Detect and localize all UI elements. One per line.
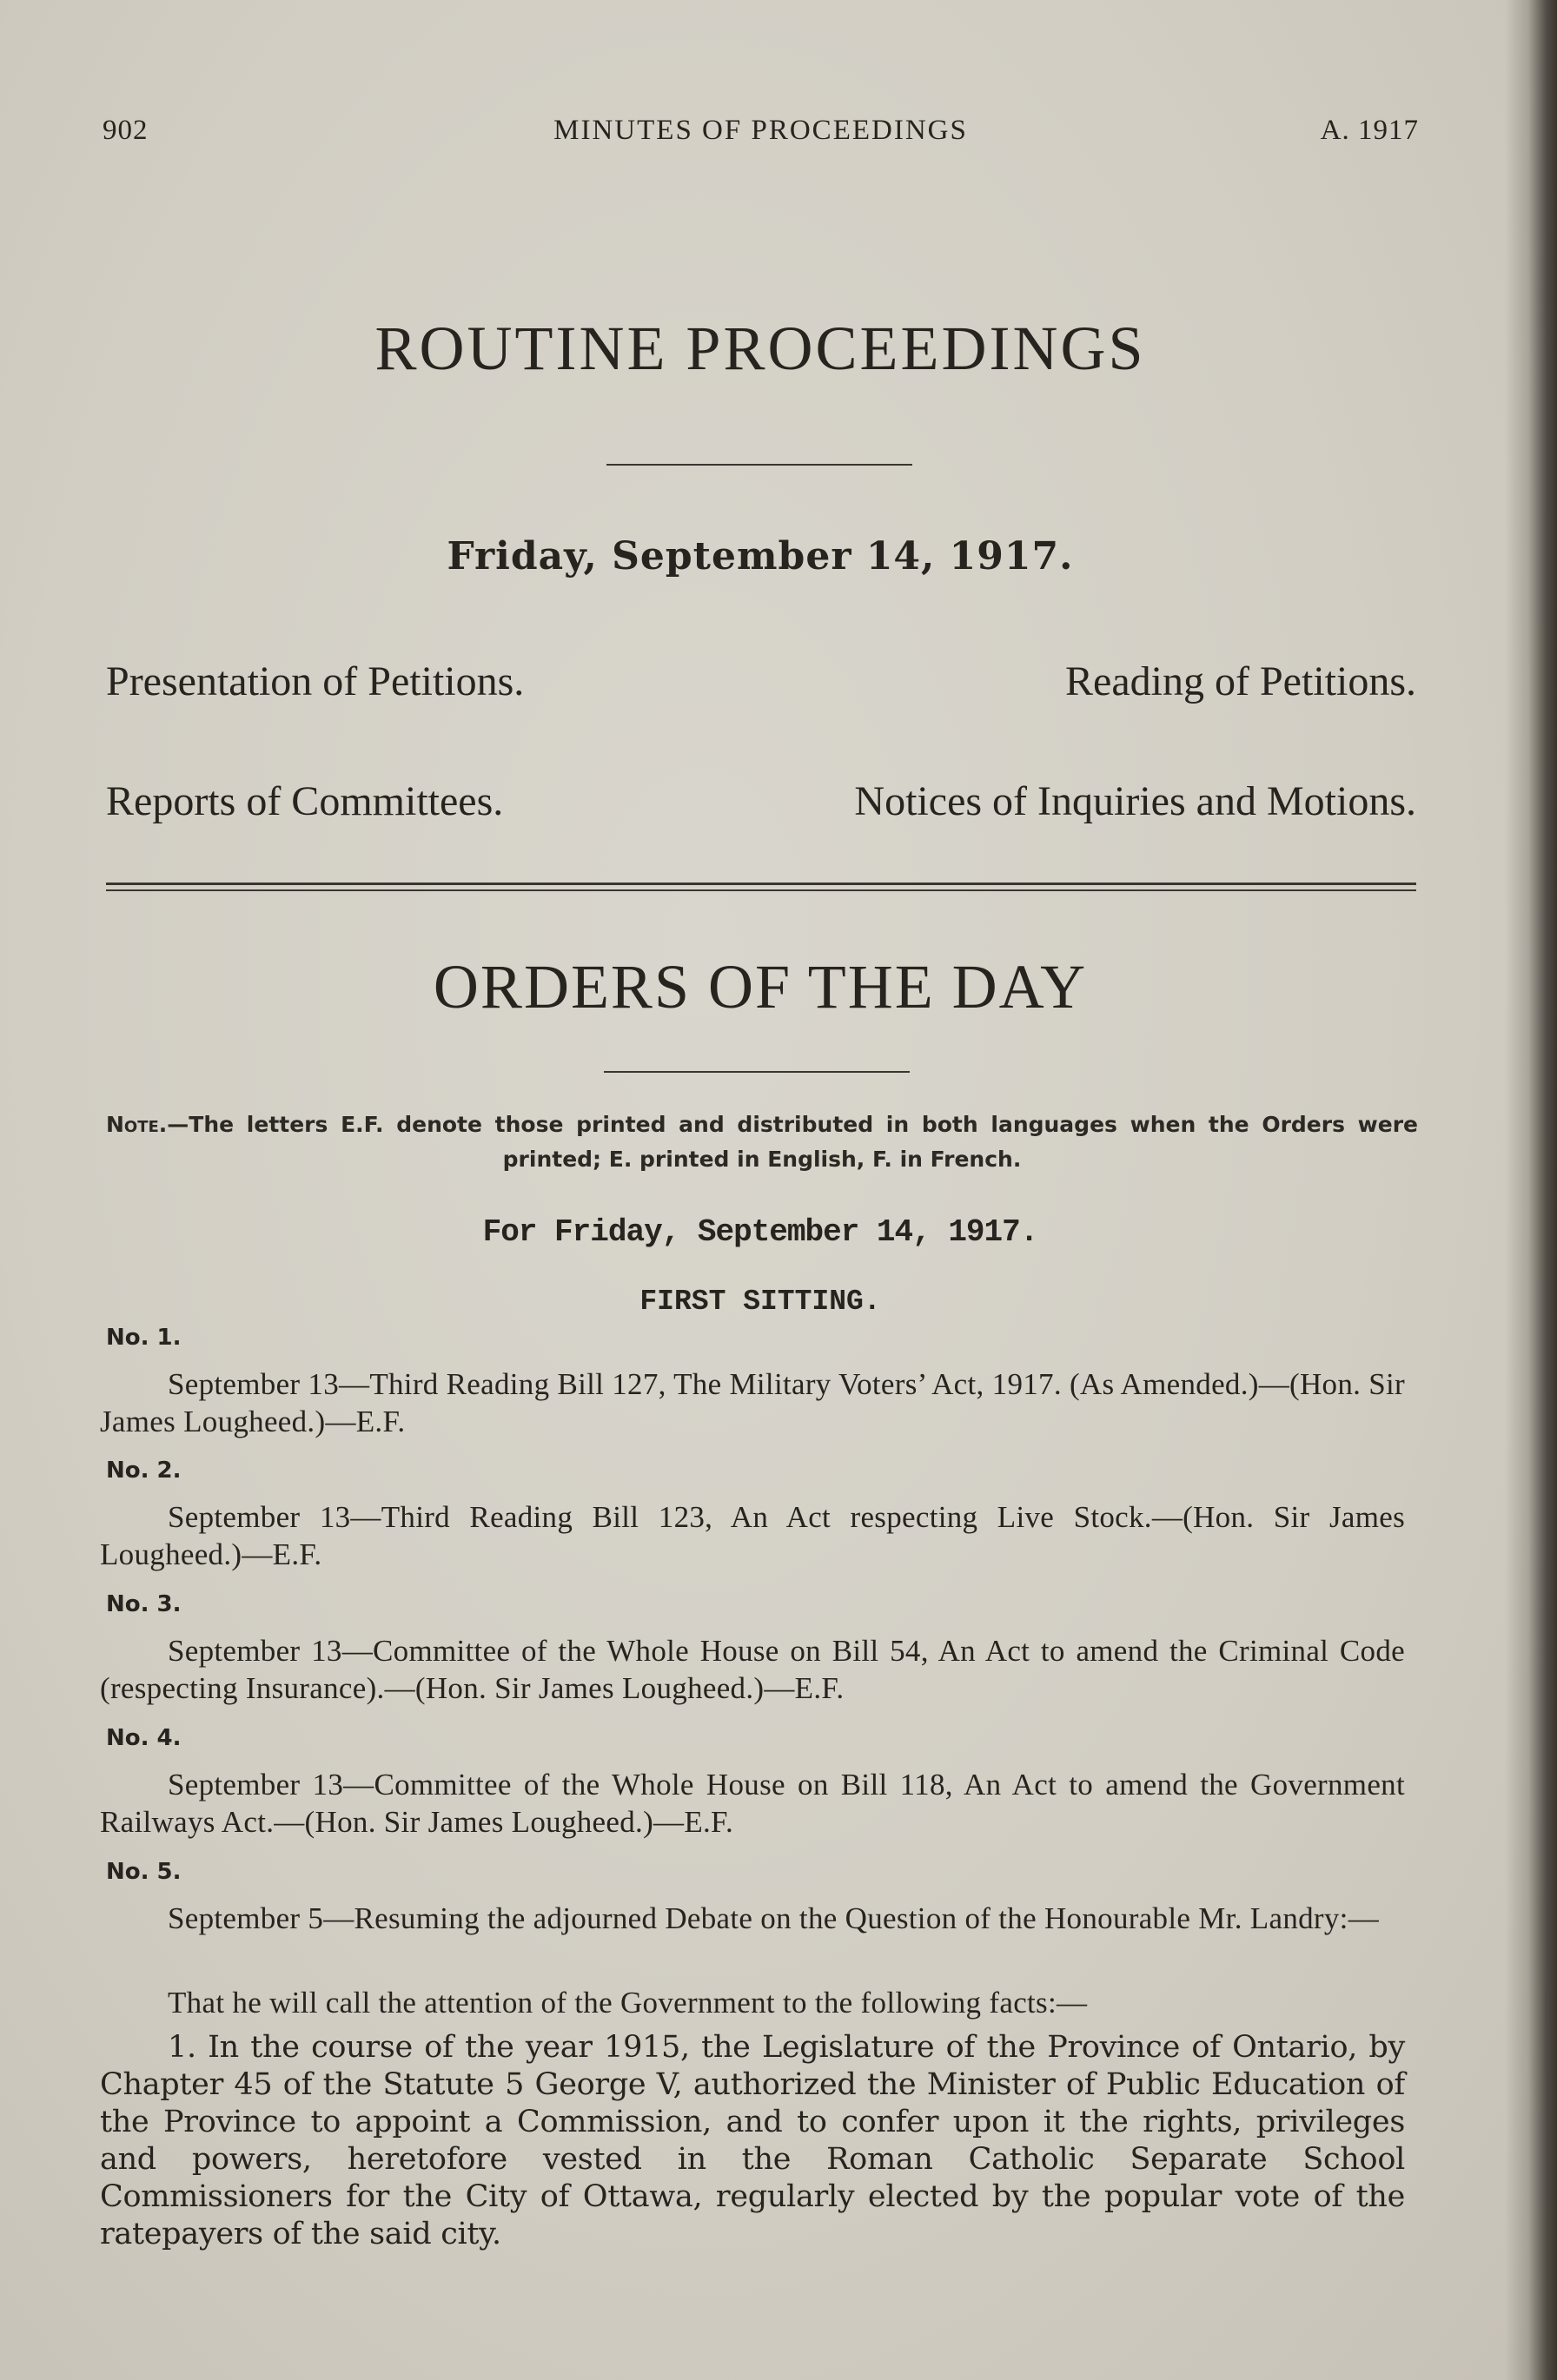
running-year: A. 1917 [1320, 115, 1419, 146]
order-text: September 5—Resuming the adjourned Debate on the Question of the Honourable Mr. Landry:— [168, 1901, 1379, 1935]
routine-proceedings-heading: ROUTINE PROCEEDINGS [374, 314, 1146, 383]
order-number: No. 4. [106, 1725, 182, 1751]
fact-1-paragraph: 1. In the course of the year 1915, the Legislature of the Province of Ontario, by Chapter 45 of the Statute 5 George V, authorized the Minister of Public Education of the Province to appoint a Commission, and to confer upon it the rights, privileges and powers, heretofore vested in the Roman Catholic Separate School Commissioners for the City of Ottawa, regularly elected by the popular vote of the ratepayers of the said city. [100, 2030, 1405, 2251]
orders-of-the-day-heading: ORDERS OF THE DAY [433, 952, 1088, 1021]
note-paragraph [106, 1107, 1418, 1177]
section-double-rule [106, 883, 1416, 891]
order-number: No. 3. [106, 1591, 182, 1617]
order-text: September 13—Committee of the Whole House on Bill 54, An Act to amend the Criminal Code (respecting Insurance).—(Hon. Sir James Lougheed.)—E.F. [100, 1634, 1405, 1705]
note-text: —The letters E.F. denote those printed and distributed in both languages when the Orders were printed; E. printed in English, F. in French. [167, 1112, 1418, 1172]
running-title: MINUTES OF PROCEEDINGS [553, 115, 968, 146]
order-number: No. 1. [106, 1325, 182, 1351]
page-number: 902 [103, 115, 149, 146]
routine-item-reading: Reading of Petitions. [1065, 658, 1416, 704]
running-header [103, 115, 1419, 149]
order-text: September 13—Third Reading Bill 127, The Military Voters’ Act, 1917. (As Amended.)—(Hon. Sir James Lougheed.)—E.F. [100, 1367, 1405, 1438]
binding-shadow [1505, 0, 1557, 2380]
heading-rule [606, 464, 912, 466]
routine-item-notices: Notices of Inquiries and Motions. [854, 778, 1416, 824]
routine-date: Friday, September 14, 1917. [447, 534, 1074, 578]
heading-rule [604, 1071, 910, 1073]
order-number: No. 5. [106, 1859, 182, 1885]
sitting-heading: FIRST SITTING. [639, 1286, 881, 1318]
note-label: Note. [106, 1112, 168, 1137]
order-text: September 13—Committee of the Whole House on Bill 118, An Act to amend the Government Railways Act.—(Hon. Sir James Lougheed.)—E.F. [100, 1768, 1405, 1839]
motion-intro: That he will call the attention of the Government to the following facts:— [168, 1986, 1088, 2020]
order-number: No. 2. [106, 1458, 182, 1484]
orders-date: For Friday, September 14, 1917. [482, 1214, 1038, 1250]
routine-item-reports: Reports of Committees. [106, 778, 504, 824]
routine-item-presentation: Presentation of Petitions. [106, 658, 525, 704]
order-text: September 13—Third Reading Bill 123, An Act respecting Live Stock.—(Hon. Sir James Lougheed.)—E.F. [100, 1500, 1405, 1571]
